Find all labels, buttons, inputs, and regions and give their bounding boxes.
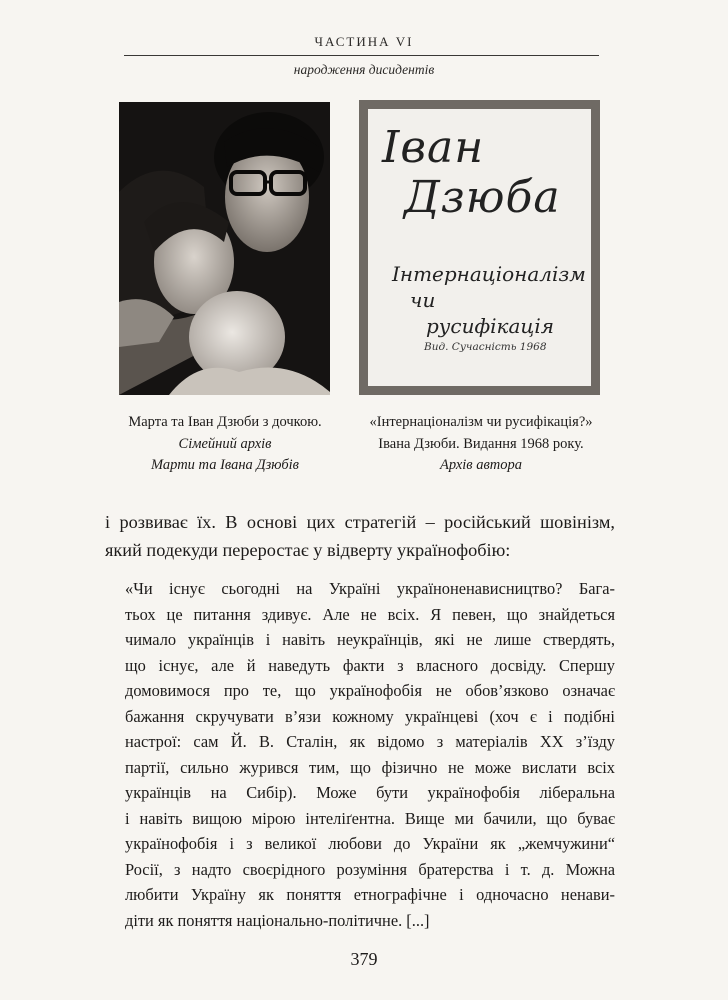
photo-caption-line2: Сімейний архів [178,435,272,452]
quote-line: що існує, але й наведуть факти з власного досвіду. Спершу [125,655,615,675]
quote-line: українофобія і з великої любови до України як „жемчужини“ [125,834,615,853]
book-cover-title-line2: чи [410,288,436,312]
quote-line: домовимося про те, що українофобія не обов’язково означає [125,681,615,700]
header-rule [124,55,599,56]
quote-line: Росії, з надто своєрідного розуміння братерства і т. д. Можна [125,859,615,879]
quote-line: діти як поняття національно-політичне. [...] [125,910,430,930]
page-number: 379 [350,949,378,969]
running-head-part: ЧАСТИНА VI [314,34,414,49]
book-caption [352,412,610,477]
quote-line: бажання скручувати в’язи кожному українцеві (хоч є і подібні [125,706,615,726]
book-caption-line1: «Інтернаціоналізм чи русифікація?» [369,414,593,430]
book-cover-publisher: Вид. Сучасність 1968 [424,341,547,353]
quote-line: любити Україну як поняття етнографічне і одночасно ненави- [125,885,615,904]
block-quote [125,576,615,933]
book-cover-author-last: Дзюба [404,172,561,223]
book-cover-title-line1: Інтернаціоналізм [392,262,586,286]
quote-line: тьох це питання здивує. Але не всіх. Я певен, що знайдеться [125,604,615,624]
body-paragraph [105,508,615,564]
family-photo [119,102,330,395]
book-cover-title [392,261,586,339]
book-cover-author-first: Іван [382,122,485,173]
photo-caption-line3: Марти та Івана Дзюбів [151,457,299,473]
running-head-chapter: народження дисидентів [293,62,435,77]
book-caption-line3: Архів автора [440,457,522,473]
quote-line: «Чи існує сьогодні на Україні українoненависництво? Бага- [125,579,615,598]
quote-line: партії, сильно журився тим, що фізично не може вислати всіх [125,757,615,777]
quote-line: чимало українців і навіть неукраїнців, які не лише ствердять, [125,630,615,649]
body-line: і розвиває їх. В основі цих стратегій – російський шовінізм, [105,512,615,532]
quote-line: настрої: сам Й. В. Сталін, як відомо з матеріалів XX з’їзду [125,732,615,751]
quote-line: і навіть вищою мірою інтеліґентна. Вище ми бачили, що буває [125,808,615,828]
book-cover-title-line3: русифікація [426,314,554,338]
book-cover [368,109,591,386]
photo-caption-line1: Марта та Іван Дзюби з дочкою. [128,414,322,430]
body-line: який подекуди переростає у відверту українофобію: [105,540,511,560]
book-caption-line2: Івана Дзюби. Видання 1968 року. [378,435,584,452]
book-cover-author [382,123,582,223]
book-cover-image [359,100,600,395]
photo-caption [108,412,342,477]
quote-line: українців на Сибір). Може бути українофобія ліберальна [125,783,615,802]
